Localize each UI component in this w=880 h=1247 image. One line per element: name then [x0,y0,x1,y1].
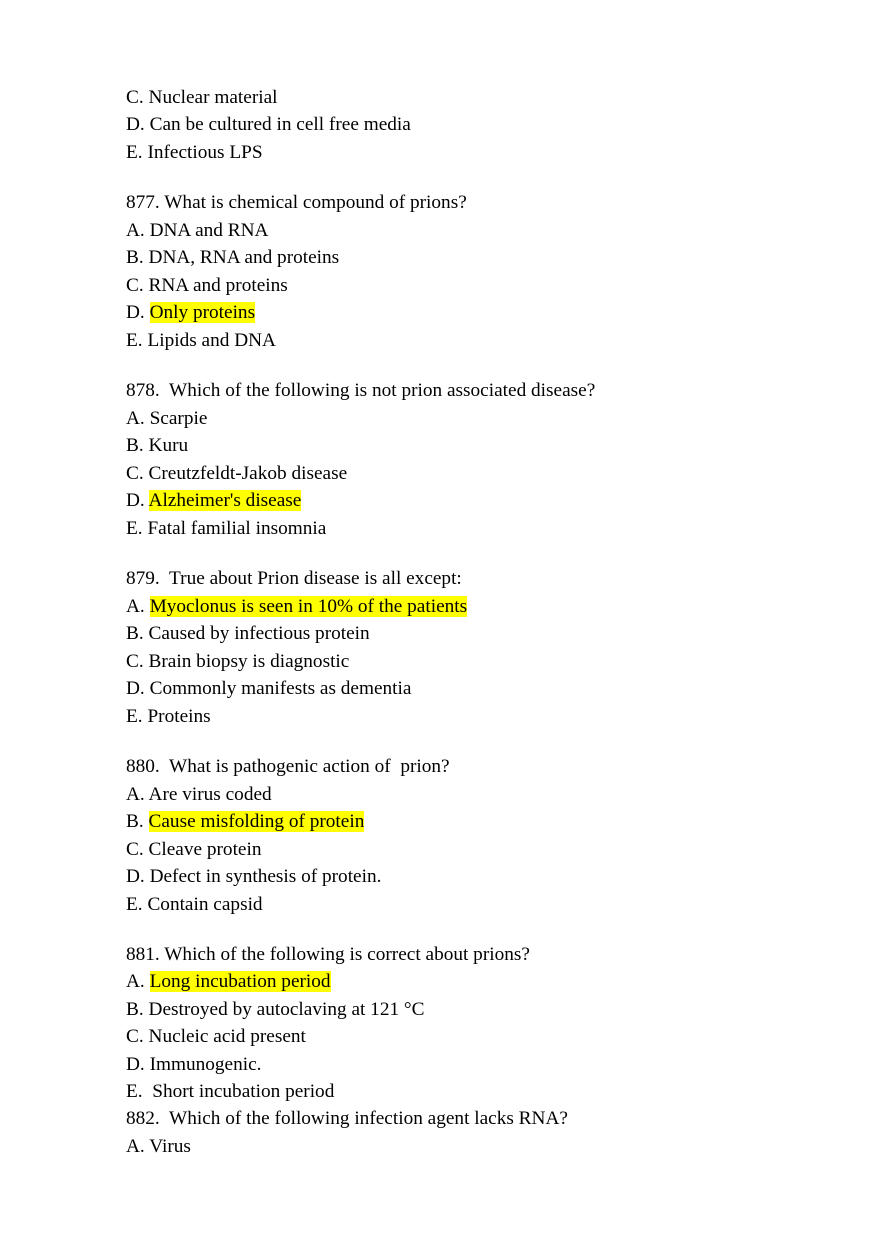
text-run: C. [126,839,144,860]
text-run: True about Prion disease is all except: [169,568,462,589]
text-run: DNA and RNA [149,220,269,241]
option-line-correct [126,490,301,512]
question-line [126,1108,568,1130]
option-line [126,784,272,806]
option-line [126,114,411,136]
text-run: Fatal familial insomnia [147,518,327,539]
text-run: B. [126,623,144,644]
option-line [126,142,263,164]
question-line [126,380,595,402]
option-line [126,706,211,728]
answer-highlight: Only proteins [149,302,256,323]
text-run: Lipids and DNA [147,330,276,351]
text-run: Infectious LPS [147,142,263,163]
text-run: E. [126,330,143,351]
text-run: Which of the following infection agent lacks RNA? [169,1108,568,1129]
text-run: A. [126,596,145,617]
text-run: C. [126,463,144,484]
text-run: Virus [149,1136,191,1157]
text-run: C. [126,87,144,108]
option-line [126,678,411,700]
option-line [126,999,425,1021]
option-line [126,220,268,242]
option-line-correct [126,596,467,618]
text-run: B. [126,247,144,268]
text-run: B. [126,435,144,456]
text-run: Brain biopsy is diagnostic [148,651,350,672]
text-run: C. [126,651,144,672]
option-line [126,247,339,269]
option-line [126,275,288,297]
text-run: Scarpie [149,408,208,429]
option-line [126,839,261,861]
answer-highlight: Alzheimer's disease [148,490,302,511]
option-line [126,435,188,457]
text-run: Can be cultured in cell free media [149,114,411,135]
text-run: Kuru [148,435,189,456]
text-run: A. [126,408,145,429]
text-run: D. [126,866,145,887]
text-run: E. [126,706,143,727]
question-line [126,568,462,590]
text-run: D. [126,490,145,511]
text-run: 880. [126,756,160,777]
option-line [126,1136,191,1158]
text-run: B. [126,811,144,832]
text-run: 878. [126,380,160,401]
text-run: Defect in synthesis of protein. [149,866,382,887]
text-run: What is pathogenic action of prion? [169,756,450,777]
option-line [126,1054,262,1076]
text-run: A. [126,1136,145,1157]
text-run: What is chemical compound of prions? [164,192,467,213]
option-line [126,623,370,645]
option-line [126,1026,306,1048]
text-run: E. [126,1081,143,1102]
text-run: A. [126,220,145,241]
option-line-correct [126,971,331,993]
text-run: E. [126,518,143,539]
text-run: Caused by infectious protein [148,623,370,644]
text-run: C. [126,275,144,296]
question-line [126,192,467,214]
option-line [126,518,326,540]
text-run: Contain capsid [147,894,263,915]
text-run: Are virus coded [148,784,272,805]
question-line [126,944,530,966]
text-run: Which of the following is correct about prions? [164,944,530,965]
text-run: B. [126,999,144,1020]
text-run: D. [126,114,145,135]
text-run: A. [126,971,145,992]
text-run: Destroyed by autoclaving at 121 °C [148,999,425,1020]
text-run: D. [126,678,145,699]
text-run: Immunogenic. [149,1054,262,1075]
text-run: Nuclear material [148,87,278,108]
question-line [126,756,450,778]
answer-highlight: Cause misfolding of protein [148,811,365,832]
text-run: RNA and proteins [148,275,288,296]
text-run: Short incubation period [147,1081,335,1102]
option-line [126,463,347,485]
text-run: Proteins [147,706,211,727]
text-run: 881. [126,944,160,965]
text-run: D. [126,1054,145,1075]
option-line [126,1081,334,1103]
option-line [126,651,349,673]
text-run: E. [126,894,143,915]
text-run: A. [126,784,145,805]
text-run: C. [126,1026,144,1047]
text-run: Creutzfeldt-Jakob disease [148,463,348,484]
text-run: Nucleic acid present [148,1026,306,1047]
text-run: 877. [126,192,160,213]
text-run: 882. [126,1108,160,1129]
answer-highlight: Myoclonus is seen in 10% of the patients [149,596,468,617]
text-run: E. [126,142,143,163]
text-run: 879. [126,568,160,589]
option-line [126,894,263,916]
option-line-correct [126,302,255,324]
option-line [126,408,207,430]
option-line-correct [126,811,364,833]
answer-highlight: Long incubation period [149,971,331,992]
text-run: Cleave protein [148,839,262,860]
text-run: DNA, RNA and proteins [148,247,340,268]
text-run: Which of the following is not prion associated disease? [169,380,596,401]
option-line [126,87,278,109]
option-line [126,866,381,888]
option-line [126,330,276,352]
text-run: D. [126,302,145,323]
text-run: Commonly manifests as dementia [149,678,412,699]
